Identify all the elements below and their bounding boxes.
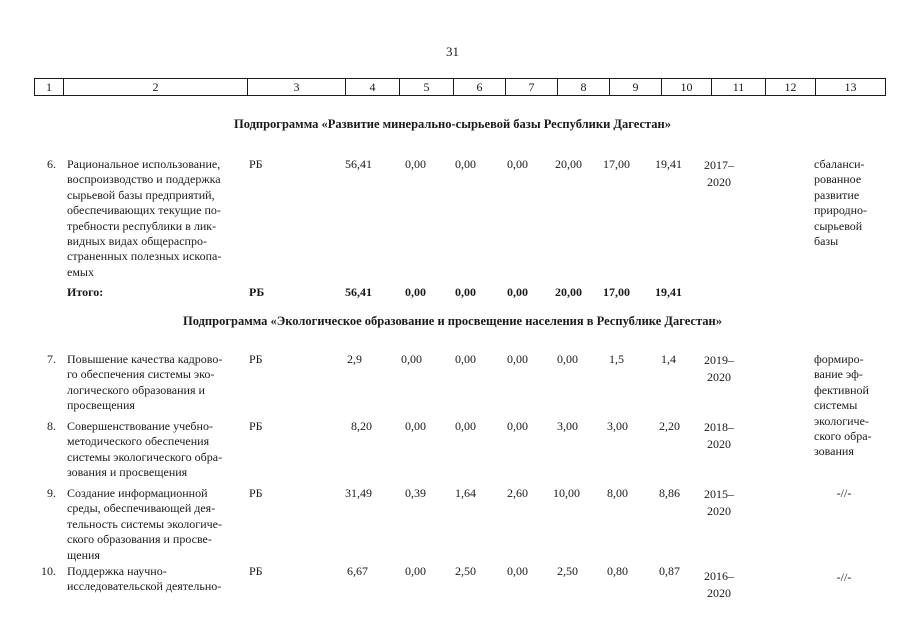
header-col-5: 5 <box>399 79 453 95</box>
page-number: 31 <box>446 44 459 59</box>
period-end: 2020 <box>707 437 731 451</box>
value-col-8: 10,00 <box>553 486 580 500</box>
value-total: 2,9 <box>347 352 362 366</box>
value-col-6: 0,00 <box>455 157 476 171</box>
value-col-7: 0,00 <box>507 564 528 578</box>
expected-result: -//- <box>836 486 852 500</box>
name-line: сырьевой базы предприятий, <box>67 187 215 202</box>
value-col-7: 0,00 <box>507 157 528 171</box>
name-line: ского образования и просве- <box>67 532 212 547</box>
name-line: просвещения <box>67 398 135 413</box>
name-line: зования и просвещения <box>67 465 188 480</box>
name-line: видных видах общераспро- <box>67 234 207 249</box>
name-line: страненных полезных ископа- <box>67 249 222 264</box>
value-col-6: 0,00 <box>455 419 476 433</box>
total-label: Итого: <box>67 285 104 299</box>
period-end: 2020 <box>707 504 731 518</box>
header-col-9: 9 <box>609 79 661 95</box>
value-col-5: 0,00 <box>401 352 422 366</box>
name-line: исследовательской деятельно- <box>67 579 222 594</box>
header-col-3: 3 <box>247 79 345 95</box>
column-number-header <box>34 78 886 96</box>
value-col-10: 2,20 <box>659 419 680 433</box>
name-line: Рациональное использование, <box>67 157 221 171</box>
value-col-9: 8,00 <box>607 486 628 500</box>
value-col-8: 20,00 <box>555 157 582 171</box>
result-line: базы <box>814 234 839 249</box>
measure-name <box>67 157 242 280</box>
name-line: тельность системы экологиче- <box>67 516 222 531</box>
result-line: сырьевой <box>814 218 863 233</box>
header-col-2: 2 <box>63 79 247 95</box>
name-line: воспроизводство и поддержка <box>67 172 221 187</box>
header-col-8: 8 <box>557 79 609 95</box>
header-col-4: 4 <box>345 79 399 95</box>
funding-source: РБ <box>249 564 263 578</box>
header-col-12: 12 <box>765 79 815 95</box>
value-col-5: 0,00 <box>405 564 426 578</box>
period <box>697 568 741 602</box>
total-col-7: 0,00 <box>507 285 528 299</box>
result-line: системы <box>814 398 858 413</box>
name-line: обеспечивающих текущие по- <box>67 203 221 218</box>
result-line: ского обра- <box>814 429 872 444</box>
period <box>697 486 741 520</box>
value-col-8: 0,00 <box>557 352 578 366</box>
period-end: 2020 <box>707 586 731 600</box>
value-col-9: 0,80 <box>607 564 628 578</box>
total-source: РБ <box>249 285 265 299</box>
expected-result <box>814 352 874 460</box>
total-col-6: 0,00 <box>455 285 476 299</box>
name-line: емых <box>67 264 94 279</box>
period-start: 2016– <box>704 569 734 583</box>
measure-name <box>67 564 242 595</box>
period-end: 2020 <box>707 175 731 189</box>
header-col-1: 1 <box>46 80 52 94</box>
total-col-5: 0,00 <box>405 285 426 299</box>
period-start: 2019– <box>704 353 734 367</box>
value-col-8: 3,00 <box>557 419 578 433</box>
period <box>697 157 741 191</box>
result-line: сбаланси- <box>814 157 865 171</box>
value-col-7: 0,00 <box>507 352 528 366</box>
name-line: среды, обеспечивающей дея- <box>67 501 216 516</box>
row-number: 9. <box>47 486 56 500</box>
value-col-5: 0,00 <box>405 157 426 171</box>
result-line: вание эф- <box>814 367 863 382</box>
value-col-5: 0,39 <box>405 486 426 500</box>
funding-source: РБ <box>249 352 263 366</box>
name-line: системы экологического обра- <box>67 449 223 464</box>
name-line: щения <box>67 547 100 562</box>
value-total: 8,20 <box>351 419 372 433</box>
value-col-6: 1,64 <box>455 486 476 500</box>
value-col-9: 17,00 <box>603 157 630 171</box>
funding-source: РБ <box>249 486 263 500</box>
value-total: 56,41 <box>345 157 372 171</box>
value-col-9: 1,5 <box>609 352 624 366</box>
value-col-5: 0,00 <box>405 419 426 433</box>
measure-name <box>67 352 242 414</box>
header-col-6: 6 <box>453 79 505 95</box>
name-line: методического обеспечения <box>67 434 210 449</box>
result-line: рованное <box>814 172 862 187</box>
value-col-6: 2,50 <box>455 564 476 578</box>
row-number: 8. <box>47 419 56 433</box>
total-value: 56,41 <box>345 285 372 299</box>
subprogram-title: Подпрограмма «Экологическое образование и просвещение населения в Республике Дагестан» <box>183 314 722 328</box>
name-line: требности республики в лик- <box>67 218 217 233</box>
period-start: 2015– <box>704 487 734 501</box>
header-col-10: 10 <box>661 79 711 95</box>
name-line: го обеспечения системы эко- <box>67 367 215 382</box>
value-col-10: 0,87 <box>659 564 680 578</box>
row-number: 6. <box>47 157 56 171</box>
result-line: фективной <box>814 382 869 397</box>
expected-result: -//- <box>836 570 852 584</box>
period-start: 2018– <box>704 420 734 434</box>
result-line: экологиче- <box>814 413 869 428</box>
result-line: развитие <box>814 187 860 202</box>
header-col-7: 7 <box>505 79 557 95</box>
name-line: Поддержка научно- <box>67 564 167 578</box>
value-col-6: 0,00 <box>455 352 476 366</box>
total-col-10: 19,41 <box>655 285 682 299</box>
value-col-10: 19,41 <box>655 157 682 171</box>
value-col-8: 2,50 <box>557 564 578 578</box>
period <box>697 419 741 453</box>
funding-source: РБ <box>249 157 263 171</box>
name-line: логического образования и <box>67 382 205 397</box>
name-line: Повышение качества кадрово- <box>67 352 223 366</box>
result-line: формиро- <box>814 352 864 366</box>
total-col-8: 20,00 <box>555 285 582 299</box>
expected-result <box>814 157 874 249</box>
value-col-7: 2,60 <box>507 486 528 500</box>
result-line: природно- <box>814 203 868 218</box>
value-total: 31,49 <box>345 486 372 500</box>
period <box>697 352 741 386</box>
value-total: 6,67 <box>347 564 368 578</box>
period-start: 2017– <box>704 158 734 172</box>
period-end: 2020 <box>707 370 731 384</box>
row-number: 7. <box>47 352 56 366</box>
name-line: Совершенствование учебно- <box>67 419 213 433</box>
funding-source: РБ <box>249 419 263 433</box>
value-col-9: 3,00 <box>607 419 628 433</box>
result-line: зования <box>814 444 854 459</box>
header-col-11: 11 <box>711 79 765 95</box>
measure-name <box>67 486 242 563</box>
subprogram-title: Подпрограмма «Развитие минерально-сырьевой базы Республики Дагестан» <box>233 117 672 131</box>
value-col-7: 0,00 <box>507 419 528 433</box>
total-col-9: 17,00 <box>603 285 630 299</box>
measure-name <box>67 419 242 481</box>
name-line: Создание информационной <box>67 486 208 500</box>
value-col-10: 8,86 <box>659 486 680 500</box>
row-number: 10. <box>41 564 56 578</box>
value-col-10: 1,4 <box>661 352 676 366</box>
header-col-13: 13 <box>815 79 885 95</box>
